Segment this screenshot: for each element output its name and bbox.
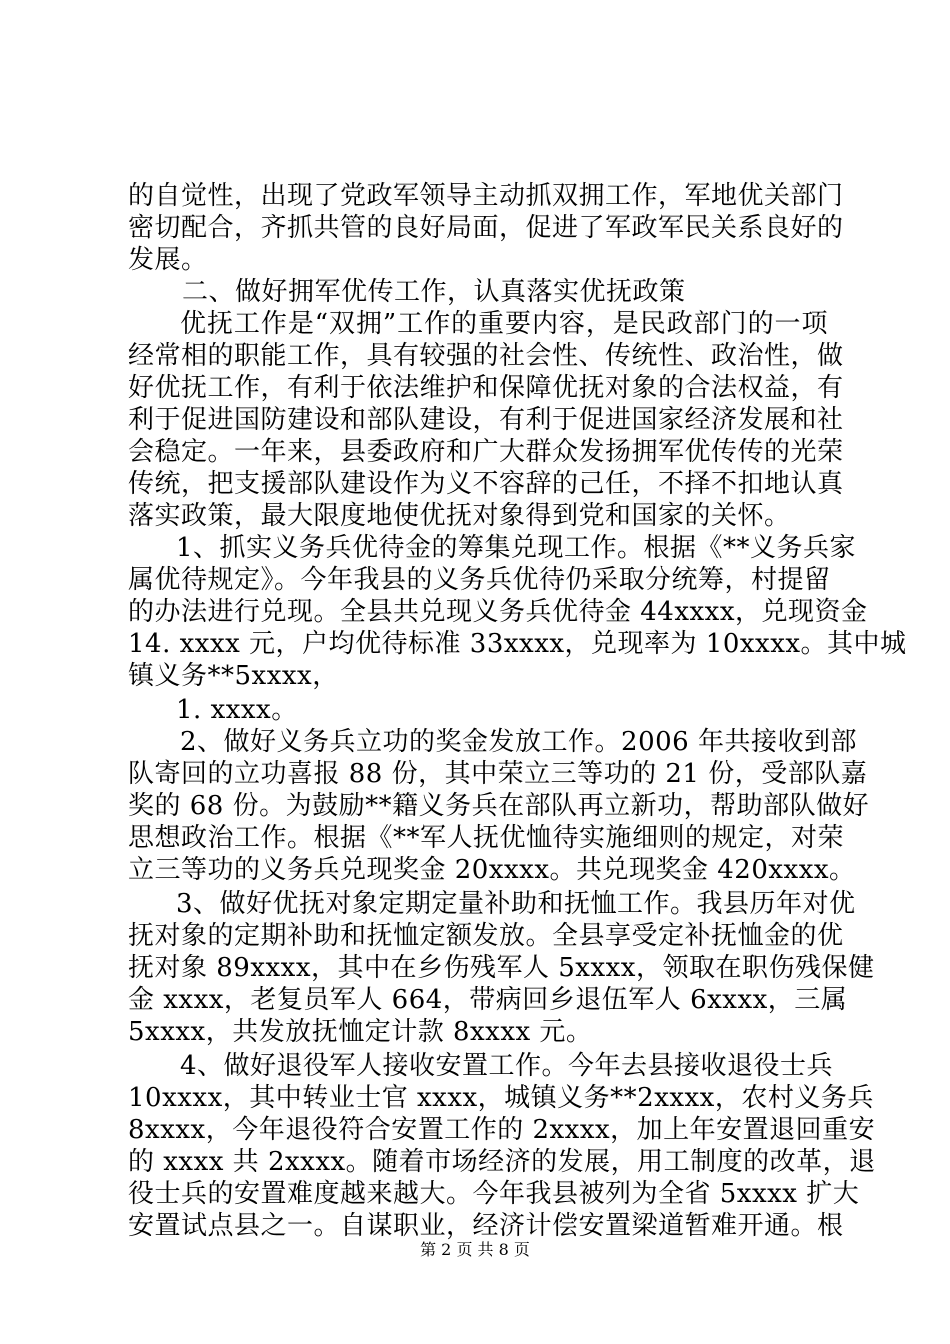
text-line: 金 xxxx，老复员军人 664，带病回乡退伍军人 6xxxx，三属 — [128, 985, 848, 1015]
text-line: 镇义务**5xxxx， — [128, 661, 339, 691]
text-line: 会稳定。一年来，县委政府和广大群众发扬拥军优传传的光荣 — [128, 437, 844, 467]
text-line: 奖的 68 份。为鼓励**籍义务兵在部队再立新功，帮助部队做好 — [128, 791, 870, 821]
text-line: 落实政策，最大限度地使优抚对象得到党和国家的关怀。 — [128, 501, 791, 531]
text-line: 14. xxxx 元，户均优待标准 33xxxx，兑现率为 10xxxx。其中城 — [128, 629, 907, 659]
text-line: 的办法进行兑现。全县共兑现义务兵优待金 44xxxx，兑现资金 — [128, 597, 868, 627]
text-line: 思想政治工作。根据《**军人抚优恤待实施细则的规定，对荣 — [128, 823, 845, 853]
text-line: 抚对象 89xxxx，其中在乡伤残军人 5xxxx，领取在职伤残保健 — [128, 953, 875, 983]
text-line: 3、做好优抚对象定期定量补助和抚恤工作。我县历年对优 — [176, 889, 856, 919]
text-line: 1、抓实义务兵优待金的筹集兑现工作。根据《**义务兵家 — [176, 533, 857, 563]
text-line: 属优待规定》。今年我县的义务兵优待仍采取分统筹，村提留 — [128, 565, 831, 595]
text-line: 利于促进国防建设和部队建设，有利于促进国家经济发展和社 — [128, 405, 844, 435]
text-line: 8xxxx，今年退役符合安置工作的 2xxxx，加上年安置退回重安 — [128, 1115, 876, 1145]
text-line: 传统，把支援部队建设作为义不容辞的己任，不择不扣地认真 — [128, 469, 844, 499]
text-line: 经常相的职能工作，具有较强的社会性、传统性、政治性，做 — [128, 341, 844, 371]
page-footer: 第 2 页 共 8 页 — [420, 1240, 530, 1259]
text-line: 密切配合，齐抓共管的良好局面，促进了军政军民关系良好的 — [128, 213, 844, 243]
text-line: 2、做好义务兵立功的奖金发放工作。2006 年共接收到部 — [180, 727, 857, 757]
text-line: 的自觉性，出现了党政军领导主动抓双拥工作，军地优关部门 — [128, 181, 844, 211]
text-line: 10xxxx，其中转业士官 xxxx，城镇义务**2xxxx，农村义务兵 — [128, 1083, 874, 1113]
text-line: 队寄回的立功喜报 88 份，其中荣立三等功的 21 份，受部队嘉 — [128, 759, 868, 789]
text-line: 好优抚工作，有利于依法维护和保障优抚对象的合法权益，有 — [128, 373, 844, 403]
section-heading: 二、做好拥军优传工作，认真落实优抚政策 — [182, 277, 686, 307]
text-line: 5xxxx，共发放抚恤定计款 8xxxx 元。 — [128, 1017, 593, 1047]
text-line: 发展。 — [128, 245, 208, 275]
text-line: 安置试点县之一。自谋职业，经济计偿安置梁道暂难开通。根 — [128, 1211, 844, 1241]
text-line: 4、做好退役军人接收安置工作。今年去县接收退役士兵 — [180, 1051, 834, 1081]
text-line: 立三等功的义务兵兑现奖金 20xxxx。共兑现奖金 420xxxx。 — [128, 855, 856, 885]
text-line: 役士兵的安置难度越来越大。今年我县被列为全省 5xxxx 扩大 — [128, 1179, 860, 1209]
text-line: 1. xxxx。 — [176, 695, 298, 725]
text-line: 的 xxxx 共 2xxxx。随着市场经济的发展，用工制度的改革，退 — [128, 1147, 876, 1177]
text-line: 优抚工作是“双拥”工作的重要内容，是民政部门的一项 — [180, 309, 828, 339]
text-line: 抚对象的定期补助和抚恤定额发放。全县享受定补抚恤金的优 — [128, 921, 844, 951]
